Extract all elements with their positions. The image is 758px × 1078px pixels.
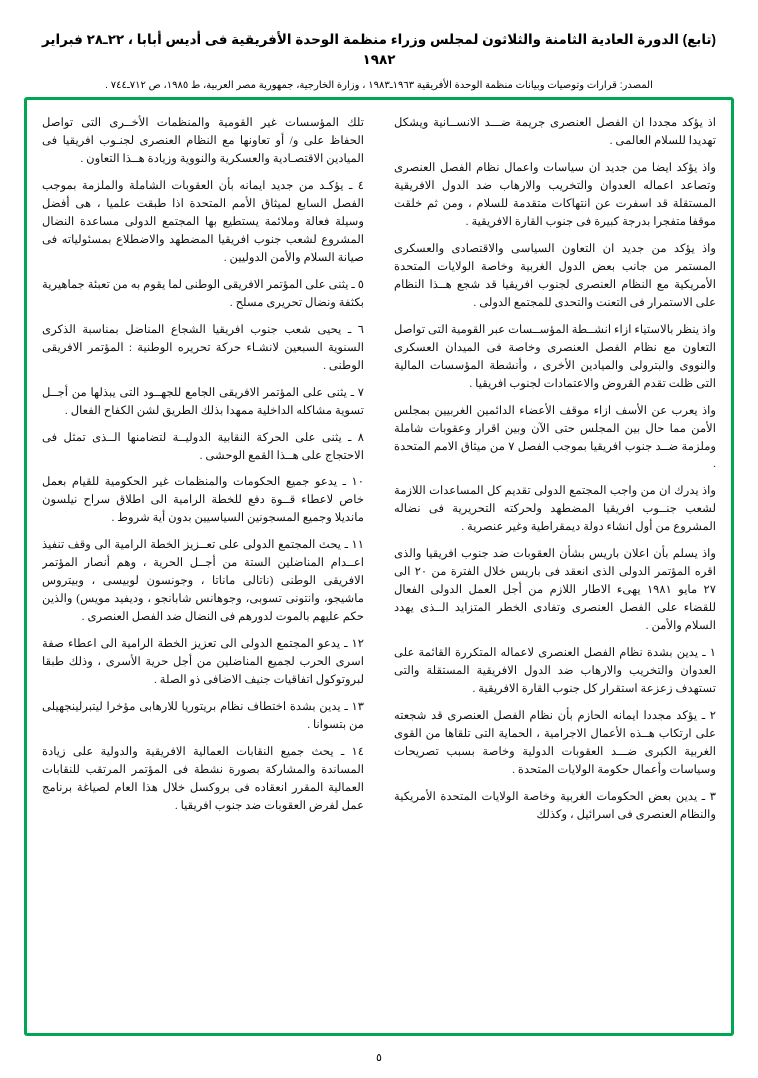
paragraph: واذ يعرب عن الأسف ازاء موقف الأعضاء الدائمين الغربيين بمجلس الأمن مما حال بين المجلس حتى الآن وبين اقرار وعقوبات شاملة وملزمة ضــد جنوب افريقيا بموجب الفصل ٧ من ميثاق الامم المتحدة . <box>394 403 716 471</box>
paragraph: ٨ ـ يثنى على الحركة النقابية الدوليــة لتضامنها الــذى تمثل فى الاحتجاج على هــذا القمع الوحشى . <box>42 430 364 462</box>
paragraph: ١٠ ـ يدعو جميع الحكومات والمنظمات غير الحكومية للقيام بعمل خاص لاعطاء قــوة دفع للخطة الرامية الى اطلاق سراح نيلسون مانديلا وجميع المسجونين السياسيين بدون أية شروط . <box>42 475 364 525</box>
paragraph: ٧ ـ يثنى على المؤتمر الافريقى الجامع للجهــود التى يبذلها من أجــل تسوية مشاكله الداخلية ممهدا بذلك الطريق لشن الكفاح الفعال . <box>42 385 364 417</box>
paragraph: اذ يؤكد مجددا ان الفصل العنصرى جريمة ضـــد الانســانية ويشكل تهديدا للسلام العالمى . <box>394 116 716 147</box>
paragraph: ٢ ـ يؤكد مجددا ايمانه الحازم بأن نظام الفصل العنصرى قد شجعته على ارتكاب هــذه الأعمال الاجرامية ، الحماية التى تلقاها من القوى الغربية الكبرى ضـــد العقوبات الدولية وخاصة بسبب تصريحات وسياسات وأعمال حكومة الولايات المتحدة . <box>394 709 716 776</box>
page-number: ٥ <box>376 1052 382 1064</box>
paragraph: واذ يؤكد من جديد ان التعاون السياسى والاقتصادى والعسكرى المستمر من جانب بعض الدول الغربية وخاصة الولايات المتحدة الأمريكية مع النظام العنصرى لجنوب افريقيا قد شجع هــذا النظام على الاستمرار فى التعنت والتحدى للمجتمع الدولى . <box>394 241 716 309</box>
paragraph: ٦ ـ يحيى شعب جنوب افريقيا الشجاع المناضل بمناسبة الذكرى السنوية السبعين لانشـاء حركة تحريره الوطنية : المؤتمر الافريقى الوطنى . <box>42 322 364 372</box>
paragraph: ١٣ ـ يدين بشدة اختطاف نظام بريتوريا للارهابى مؤخرا ليتبرلينجهيلى من بتسوانا . <box>42 700 364 732</box>
column-left <box>42 112 364 1022</box>
paragraph: واذ ينظر بالاستياء ازاء انشــطة المؤســسات عبر القومية التى تواصل التعاون مع نظام الفصل العنصرى وخاصة فى الميدان العسكرى والنووى والبترولى والميادين الأخرى ، وأنشطة المؤسسات المالية التى ظلت تقدم القروض والاعتمادات لجنوب افريقيا . <box>394 322 716 390</box>
two-column-body <box>42 112 716 1022</box>
paragraph: ١١ ـ يحث المجتمع الدولى على تعــزيز الخطة الرامية الى وقف تنفيذ اعــدام المناضلين الستة من أجــل الحرية ، وهم أنصار المؤتمر الافريقى الوطنى (ناتالى ماناتا ، وجونسون لوبيسى ، وبيتروس ماشيجو، وانتونى تسوبى، وجوهانس شابانجو ، وديفيد مويس) والذين حكم عليهم بالموت لدورهم فى النضال ضد الفصل العنصرى . <box>42 538 364 624</box>
paragraph: ١٤ ـ يحث جميع النقابات العمالية الافريقية والدولية على زيادة المساندة والمشاركة بصورة نشطة فى المؤتمر المرتقب للنقابات العمالية المقرر انعقاده فى بروكسل خلال هذا العام لصياغة برنامج عمل لفرض العقوبات ضد جنوب افريقيا . <box>42 745 364 812</box>
page-header <box>0 0 758 91</box>
paragraph: ١ ـ يدين بشدة نظام الفصل العنصرى لاعماله المتكررة القائمة على العدوان والتخريب والارهاب ضد الدول الافريقية المستقلة والتى تستهدف زعزعة استقرار كل جنوب القارة الافريقية . <box>394 646 716 696</box>
paragraph: ٤ ـ يؤكـد من جديد ايمانه بأن العقوبات الشاملة والملزمة بموجب الفصل السابع لميثاق الأمم المتحدة اذا طبقت علميا ، هى أفضل وسيلة فعالة وملائمة يستطيع بها المجتمع الدولى مساعدة النضال المشروع لشعب جنوب افريقيا المضطهد والاضطلاع بمسئولياته فى صيانة السلام والأمن الدوليين . <box>42 178 364 264</box>
column-right <box>394 112 716 1022</box>
paragraph: واذ يسلم بأن اعلان باريس بشأن العقوبات ضد جنوب افريقيا والذى اقره المؤتمر الدولى الذى انعقد فى باريس خلال الفترة من ٢٠ الى ٢٧ مايو ١٩٨١ يهىء الاطار اللازم من أجل العمل الدولى الفعال للقضاء على الفصل العنصرى وتفادى الخطر المتزايد الــذى يهدد السلام والأمن . <box>394 547 716 633</box>
paragraph: واذ يؤكد ايضا من جديد ان سياسات واعمال نظام الفصل العنصرى وتصاعد اعماله العدوان والتخريب والارهاب ضد الدول الافريقية المستقلة قد اسفرت عن انتهاكات متقدمة للسلام ، ومن ثم خلقت موقفا متفجرا بدرجة كبيرة فى جنوب القارة الافريقية . <box>394 160 716 228</box>
paragraph: تلك المؤسسات غير القومية والمنظمات الأخــرى التى تواصل الحفاظ على و/ أو تعاونها مع النظام العنصرى لجنـوب افريقيا فى الميادين الاقتصـادية والعسكرية والنووية وزيادة هــذا التعاون . <box>42 116 364 165</box>
paragraph: ٣ ـ يدين بعض الحكومات الغربية وخاصة الولايات المتحدة الأمريكية والنظام العنصرى فى اسرائيل ، وكذلك <box>394 789 716 821</box>
source-citation: المصدر: قرارات وتوصيات وبيانات منظمة الوحدة الأفريقية ١٩٦٣ـ١٩٨٣ ، وزارة الخارجية، جمهورية مصر العربية، ط ١٩٨٥، ص ٧١٢ـ٧٤٤ . <box>105 79 653 91</box>
paragraph: ٥ ـ يثنى على المؤتمر الافريقى الوطنى لما يقوم به من تعبئة جماهيرية بكثفة ونضال تحريرى مسلح . <box>42 277 364 309</box>
page-title: (تابع) الدورة العادية الثامنة والثلاثون لمجلس وزراء منظمة الوحدة الأفريقية فى أديس أبابا ، ٢٢ـ٢٨ فبراير ١٩٨٢ <box>41 32 716 68</box>
paragraph: واذ يدرك ان من واجب المجتمع الدولى تقديم كل المساعدات اللازمة لشعب جنــوب افريقيا المضطهد ولحركته التحريرية فى نضاله المشروع من أول انشاء دولة ديمقراطية وغير عنصرية . <box>394 484 716 534</box>
paragraph: ١٢ ـ يدعو المجتمع الدولى الى تعزيز الخطة الرامية الى اعطاء صفة اسرى الحرب لجميع المناضلين من أجل حرية الأسرى ، وذلك طبقا لبروتوكول اتفاقيات جنيف الاضافى ذو الصلة . <box>42 637 364 687</box>
